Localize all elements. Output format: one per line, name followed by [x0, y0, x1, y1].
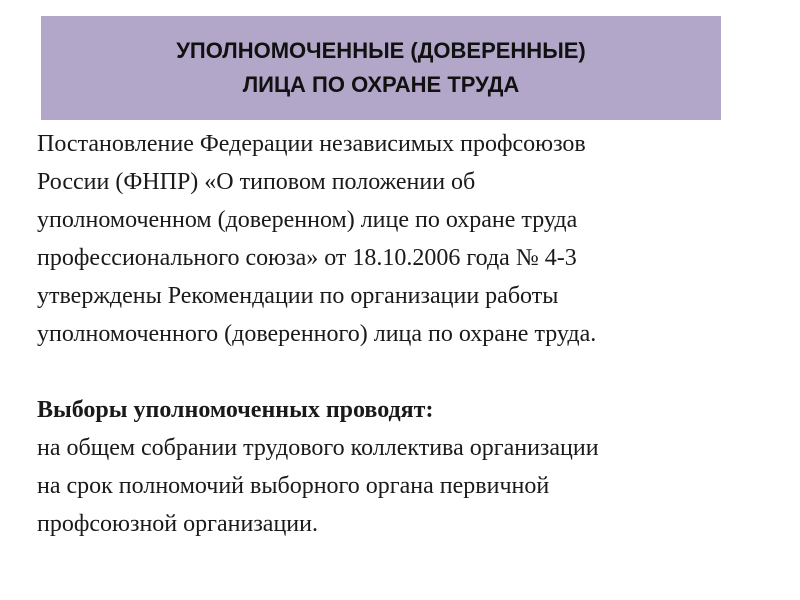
- paragraph-line: на общем собрании трудового коллектива организации: [37, 435, 599, 461]
- paragraph-line: России (ФНПР) «О типовом положении об: [37, 169, 476, 195]
- spacer: [37, 353, 777, 391]
- paragraph-resolution: [37, 125, 777, 353]
- elections-heading: Выборы уполномоченных проводят:: [37, 397, 434, 423]
- paragraph-line: уполномоченного (доверенного) лица по охране труда.: [37, 321, 597, 347]
- paragraph-line: на срок полномочий выборного органа первичной: [37, 473, 550, 499]
- paragraph-line: уполномоченном (доверенном) лице по охране труда: [37, 207, 578, 233]
- paragraph-line: профессионального союза» от 18.10.2006 года № 4-3: [37, 245, 577, 271]
- slide-title-line-2: ЛИЦА ПО ОХРАНЕ ТРУДА: [242, 72, 520, 97]
- slide-body: [37, 125, 777, 543]
- paragraph-line: профсоюзной организации.: [37, 511, 318, 537]
- paragraph-line: утверждены Рекомендации по организации работы: [37, 283, 559, 309]
- slide-title-line-1: УПОЛНОМОЧЕННЫЕ (ДОВЕРЕННЫЕ): [176, 38, 586, 63]
- title-banner: [41, 16, 721, 120]
- paragraph-line: Постановление Федерации независимых профсоюзов: [37, 131, 586, 157]
- paragraph-elections: [37, 429, 777, 543]
